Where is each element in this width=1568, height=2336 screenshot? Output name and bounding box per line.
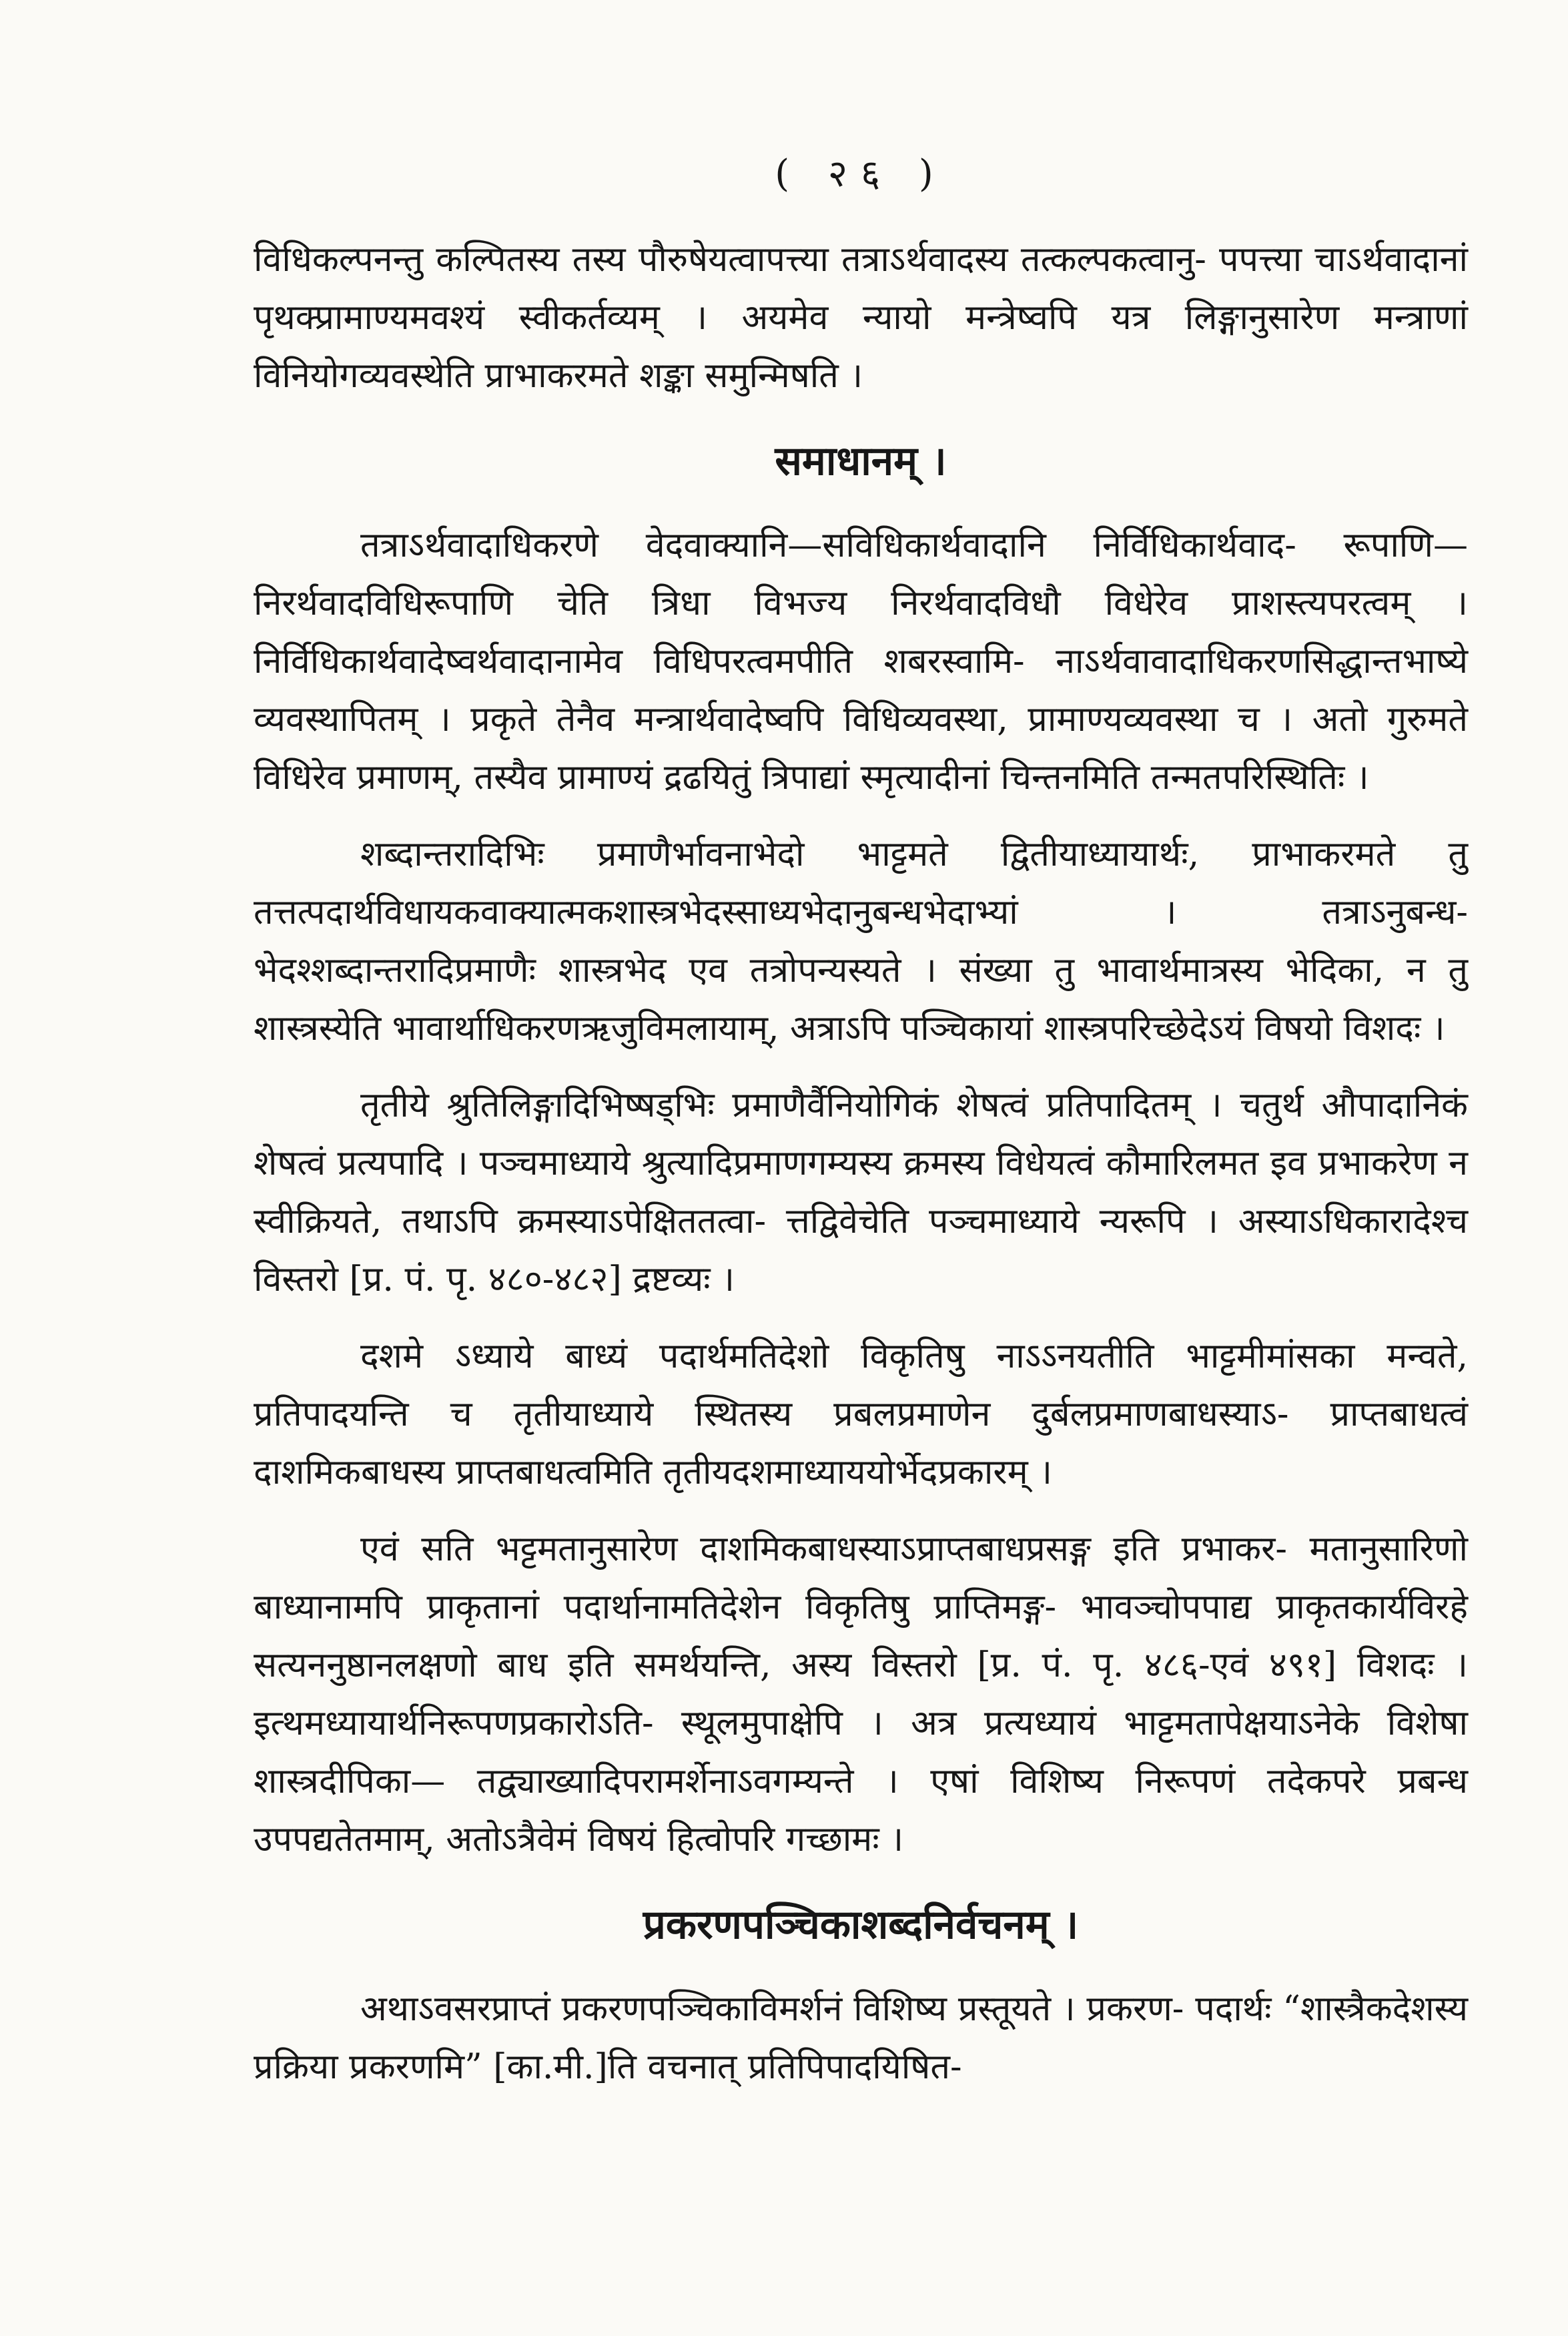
body-paragraph-1: तत्राऽर्थवादाधिकरणे वेदवाक्यानि—सविधिकार्थवादानि निर्विधिकार्थवाद- रूपाणि—निरर्थवादविधिरूपाणि चेति त्रिधा विभज्य निरर्थवादविधौ विधेरेव प्राशस्त्यपरत्वम् । निर्विधिकार्थवादेष्वर्थवादानामेव विधिपरत्वमपीति शबरस्वामि- नाऽर्थवावादाधिकरणसिद्धान्तभाष्ये व्यवस्थापितम् । प्रकृते तेनैव मन्त्रार्थवादेष्वपि विधिव्यवस्था, प्रामाण्यव्यवस्था च । अतो गुरुमते विधिरेव प्रमाणम्, तस्यैव प्रामाण्यं द्रढयितुं त्रिपाद्यां स्मृत्यादीनां चिन्तनमिति तन्मतपरिस्थितिः ।	[254, 525, 1468, 798]
body-paragraph-3: तृतीये श्रुतिलिङ्गादिभिष्षड्भिः प्रमाणैर्वैनियोगिकं शेषत्वं प्रतिपादितम् । चतुर्थ औपादानिकं शेषत्वं प्रत्यपादि । पञ्चमाध्याये श्रुत्यादिप्रमाणगम्यस्य क्रमस्य विधेयत्वं कौमारिलमत इव प्रभाकरेण न स्वीक्रियते, तथाऽपि क्रमस्याऽपेक्षिततत्वा- त्तद्विवेचेति पञ्चमाध्याये न्यरूपि । अस्याऽधिकारादेश्च विस्तरो [प्र. पं. पृ. ४८०-४८२] द्रष्टव्यः ।	[254, 1085, 1468, 1299]
closing-paragraph: अथाऽवसरप्राप्तं प्रकरणपञ्चिकाविमर्शनं विशिष्य प्रस्तूयते । प्रकरण- पदार्थः “शास्त्रैकदेशस्य प्रक्रिया प्रकरणमि” [का.मी.]ति वचनात् प्रतिपिपादयिषित-	[254, 1989, 1468, 2087]
section-heading-samadhanam: समाधानम् ।	[775, 438, 947, 485]
body-paragraph-2: शब्दान्तरादिभिः प्रमाणैर्भावनाभेदो भाट्टमते द्वितीयाध्यायार्थः, प्राभाकरमते तु तत्तत्पदार्थविधायकवाक्यात्मकशास्त्रभेदस्साध्यभेदानुबन्धभेदाभ्यां । तत्राऽनुबन्ध- भेदश्शब्दान्तरादिप्रमाणैः शास्त्रभेद एव तत्रोपन्यस्यते । संख्या तु भावार्थमात्रस्य भेदिका, न तु शास्त्रस्येति भावार्थाधिकरणऋजुविमलायाम्, अत्राऽपि पञ्चिकायां शास्त्रपरिच्छेदेऽयं विषयो विशदः ।	[254, 834, 1468, 1049]
body-paragraph-4: दशमे ऽध्याये बाध्यं पदार्थमतिदेशो विकृतिषु नाऽऽनयतीति भाट्टमीमांसका मन्वते, प्रतिपादयन्ति च तृतीयाध्याये स्थितस्य प्रबलप्रमाणेन दुर्बलप्रमाणबाधस्याऽ- प्राप्तबाधत्वं दाशमिकबाधस्य प्राप्तबाधत्वमिति तृतीयदशमाध्याययोर्भेदप्रकारम् ।	[254, 1336, 1468, 1492]
intro-paragraph: विधिकल्पनन्तु कल्पितस्य तस्य पौरुषेयत्वापत्त्या तत्राऽर्थवादस्य तत्कल्पकत्वानु- पपत्त्या चाऽर्थवादानां पृथक्प्रामाण्यमवश्यं स्वीकर्तव्यम् । अयमेव न्यायो मन्त्रेष्वपि यत्र लिङ्गानुसारेण मन्त्राणां विनियोगव्यवस्थेति प्राभाकरमते शङ्का समुन्मिषति ।	[254, 240, 1468, 396]
section-heading-prakarana: प्रकरणपञ्चिकाशब्दनिर्वचनम् ।	[643, 1902, 1079, 1948]
body-paragraph-5: एवं सति भट्टमतानुसारेण दाशमिकबाधस्याऽप्राप्तबाधप्रसङ्ग इति प्रभाकर- मतानुसारिणो बाध्यानामपि प्राकृतानां पदार्थानामतिदेशेन विकृतिषु प्राप्तिमङ्ग- भावञ्चोपपाद्य प्राकृतकार्यविरहे सत्यननुष्ठानलक्षणो बाध इति समर्थयन्ति, अस्य विस्तरो [प्र. पं. पृ. ४८६-एवं ४९१] विशदः । इत्थमध्यायार्थनिरूपणप्रकारोऽति- स्थूलमुपाक्षेपि । अत्र प्रत्यध्यायं भाट्टमतापेक्षयाऽनेके विशेषा शास्त्रदीपिका— तद्व्याख्यादिपरामर्शेनाऽवगम्यन्ते । एषां विशिष्य निरूपणं तदेकपरे प्रबन्ध उपपद्यतेतमाम्, अतोऽत्रैवेमं विषयं हित्वोपरि गच्छामः ।	[254, 1529, 1468, 1859]
page-number: ( २६ )	[775, 152, 947, 196]
